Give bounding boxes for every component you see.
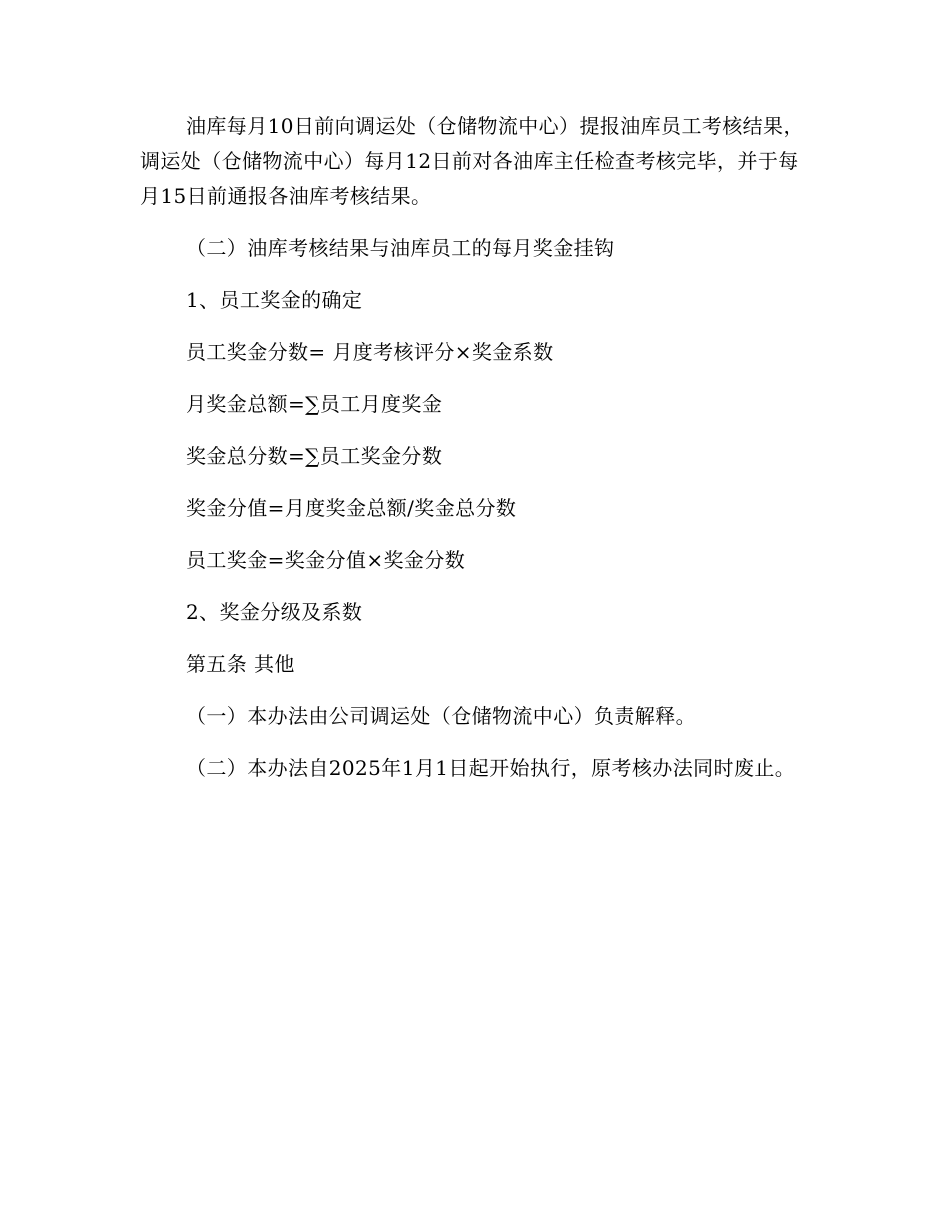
formula-bonus-unit-value: 奖金分值=月度奖金总额/奖金总分数 [186, 496, 517, 520]
paragraph-bonus-determination-heading: 1、员工奖金的确定 [186, 288, 363, 312]
paragraph-interpretation: （一）本办法由公司调运处（仓储物流中心）负责解释。 [186, 704, 696, 728]
document-body [140, 109, 806, 803]
article-five-heading: 第五条 其他 [186, 652, 295, 676]
paragraph-report-schedule: 油库每月10日前向调运处（仓储物流中心）提报油库员工考核结果，调运处（仓储物流中心）每月12日前对各油库主任检查考核完毕，并于每月15日前通报各油库考核结果。 [140, 114, 804, 208]
formula-monthly-bonus-total: 月奖金总额=∑员工月度奖金 [186, 392, 443, 416]
formula-bonus-total-score: 奖金总分数=∑员工奖金分数 [186, 444, 443, 468]
paragraph-effective-date: （二）本办法自2025年1月1日起开始执行，原考核办法同时废止。 [186, 756, 796, 780]
paragraph-bonus-link-heading: （二）油库考核结果与油库员工的每月奖金挂钩 [186, 236, 615, 260]
formula-employee-bonus: 员工奖金=奖金分值×奖金分数 [186, 548, 466, 572]
formula-bonus-score: 员工奖金分数= 月度考核评分×奖金系数 [186, 340, 554, 364]
paragraph-bonus-levels-heading: 2、奖金分级及系数 [186, 600, 363, 624]
